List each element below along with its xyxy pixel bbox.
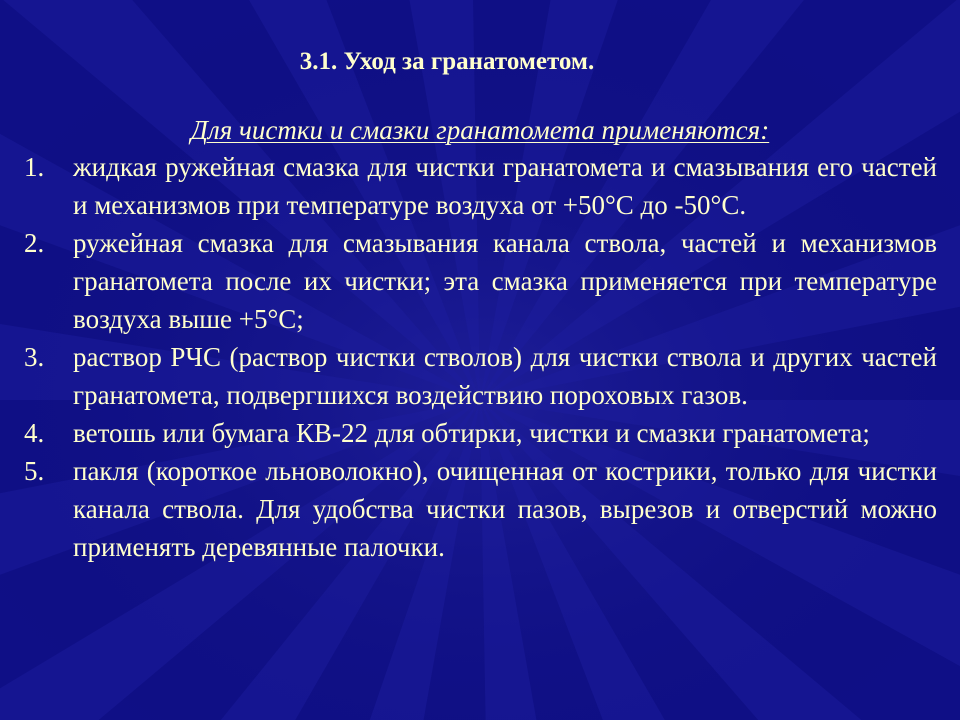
list-item-text: ветошь или бумага КВ-22 для обтирки, чистки и смазки гранатомета;	[73, 418, 870, 448]
list-item-text: раствор РЧС (раствор чистки стволов) для чистки ствола и других частей гранатомета, подвергшихся воздействию пороховых газов.	[73, 342, 937, 410]
list-item-text: ружейная смазка для смазывания канала ствола, частей и механизмов гранатомета после их чистки; эта смазка применяется при температуре воздуха выше +5°С;	[73, 228, 937, 334]
list-item-text: пакля (короткое льноволокно), очищенная от кострики, только для чистки канала ствола. Для удобства чистки пазов, вырезов и отверстий можно применять деревянные палочки.	[73, 456, 937, 562]
page-title: 3.1. Уход за гранатометом.	[299, 48, 595, 75]
list-item	[24, 414, 937, 452]
list-heading: Для чистки и смазки гранатомета применяются:	[190, 115, 770, 145]
list-item-number: 1.	[24, 152, 45, 182]
list-item-number: 3.	[24, 342, 45, 372]
list-item	[24, 148, 937, 224]
supplies-list	[24, 148, 937, 566]
list-item-number: 5.	[24, 456, 45, 486]
list-item	[24, 224, 937, 338]
list-item-text: жидкая ружейная смазка для чистки гранатомета и смазывания его частей и механизмов при температуре воздуха от +50°С до -50°С.	[73, 152, 937, 220]
list-item-number: 4.	[24, 418, 45, 448]
list-item	[24, 338, 937, 414]
list-item	[24, 452, 937, 566]
list-item-number: 2.	[24, 228, 45, 258]
